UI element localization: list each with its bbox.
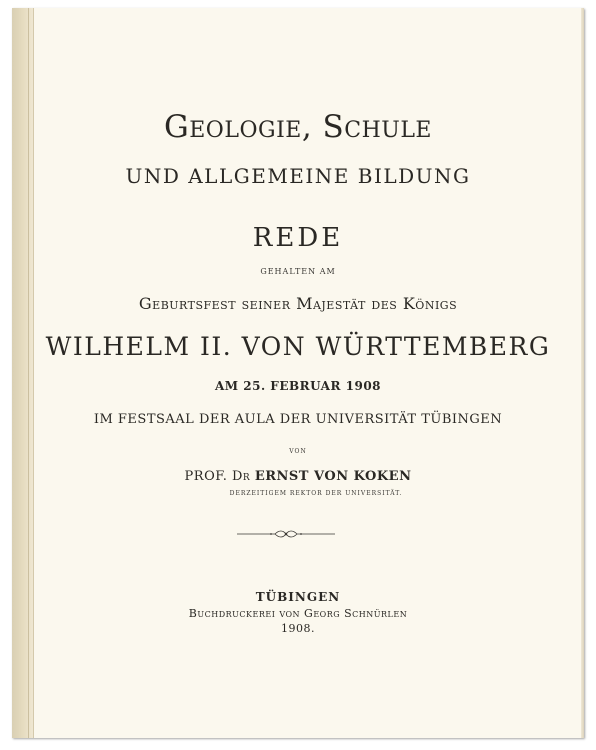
title-line-2: UND ALLGEMEINE BILDUNG [125,164,471,188]
genre-heading: REDE [252,223,344,253]
by-text: von [289,446,307,455]
date-text: AM 25. FEBRUAR 1908 [214,379,382,393]
title-page [12,8,584,738]
author-line [12,469,584,484]
divider-ornament-icon [237,529,335,539]
title-line-1: Geologie, Schule [163,109,432,145]
author-prefix: PROF. Dr [184,469,251,484]
occasion-text: Geburtsfest seiner Majestät des Königs [138,294,458,313]
imprint-city: TÜBINGEN [255,590,341,604]
imprint-year: 1908. [281,622,315,635]
king-name: WILHELM II. VON WÜRTTEMBERG [45,332,551,361]
imprint-printer: Buchdruckerei von Georg Schnürlen [188,607,408,620]
author-name: ERNST VON KOKEN [254,469,412,484]
venue-text: IM FESTSAAL DER AULA DER UNIVERSITÄT TÜBINGEN [93,412,503,427]
held-at-text: GEHALTEN AM [260,267,336,276]
author-role: DERZEITIGEM REKTOR DER UNIVERSITÄT. [229,490,403,497]
